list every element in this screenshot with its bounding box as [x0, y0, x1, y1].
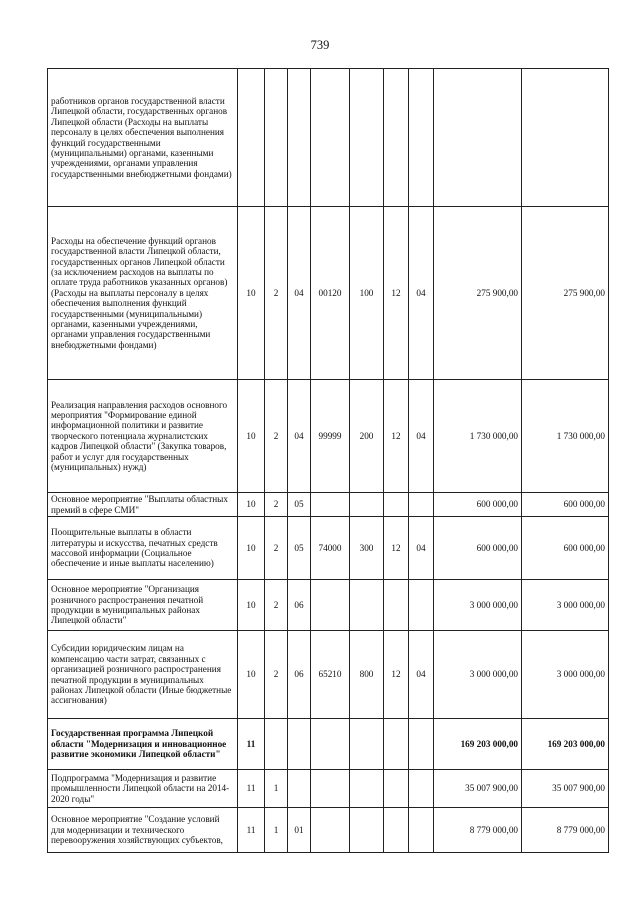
row-code-cell: 100	[350, 207, 384, 380]
row-code-cell: 06	[288, 631, 311, 719]
row-code-cell: 04	[409, 380, 434, 493]
table-row	[48, 808, 609, 853]
row-code-cell: 11	[238, 770, 265, 808]
row-name-cell: Субсидии юридическим лицам на компенсацию части затрат, связанных с организацией розничного распространения печатной продукции в муниципальных районах Липецкой области (Иные бюджетные ассигнования)	[48, 631, 238, 719]
row-code-cell: 12	[384, 380, 409, 493]
row-amount-cell: 3 000 000,00	[434, 580, 522, 631]
row-code-cell	[350, 493, 384, 517]
row-code-cell: 1	[265, 808, 288, 853]
row-code-cell: 11	[238, 719, 265, 770]
row-code-cell	[350, 719, 384, 770]
row-code-cell: 04	[288, 207, 311, 380]
row-code-cell: 10	[238, 207, 265, 380]
row-code-cell	[384, 719, 409, 770]
row-code-cell	[265, 69, 288, 207]
row-code-cell	[350, 580, 384, 631]
row-code-cell: 10	[238, 493, 265, 517]
table-row	[48, 580, 609, 631]
row-amount-cell: 8 779 000,00	[434, 808, 522, 853]
row-amount-cell: 275 900,00	[522, 207, 609, 380]
row-name-cell: Государственная программа Липецкой области "Модернизация и инновационное развитие экономики Липецкой области"	[48, 719, 238, 770]
row-code-cell	[350, 69, 384, 207]
table-row	[48, 719, 609, 770]
row-code-cell: 00120	[311, 207, 350, 380]
row-code-cell	[409, 770, 434, 808]
row-code-cell	[384, 69, 409, 207]
row-code-cell: 2	[265, 207, 288, 380]
row-code-cell: 10	[238, 517, 265, 580]
table-row	[48, 517, 609, 580]
row-name-cell: Основное мероприятие "Создание условий для модернизации и технического перевооружения хозяйствующих субъектов,	[48, 808, 238, 853]
row-code-cell	[384, 808, 409, 853]
row-code-cell	[311, 770, 350, 808]
row-code-cell: 10	[238, 580, 265, 631]
row-code-cell	[311, 493, 350, 517]
row-amount-cell: 3 000 000,00	[522, 580, 609, 631]
row-code-cell: 05	[288, 517, 311, 580]
row-code-cell	[409, 580, 434, 631]
row-code-cell: 06	[288, 580, 311, 631]
table-row	[48, 207, 609, 380]
row-code-cell	[409, 719, 434, 770]
row-amount-cell	[434, 69, 522, 207]
row-code-cell: 04	[288, 380, 311, 493]
row-name-cell: Реализация направления расходов основного мероприятия "Формирование единой информационной политики и развитие творческого потенциала журналистских кадров Липецкой области" (Закупка товаров, работ и услуг для государственных (муниципальных) нужд)	[48, 380, 238, 493]
row-code-cell: 12	[384, 631, 409, 719]
row-amount-cell: 1 730 000,00	[522, 380, 609, 493]
row-code-cell: 2	[265, 631, 288, 719]
row-code-cell	[311, 580, 350, 631]
row-amount-cell: 3 000 000,00	[434, 631, 522, 719]
row-amount-cell: 35 007 900,00	[434, 770, 522, 808]
row-code-cell: 2	[265, 380, 288, 493]
row-code-cell: 01	[288, 808, 311, 853]
row-code-cell: 65210	[311, 631, 350, 719]
row-code-cell	[288, 719, 311, 770]
row-amount-cell: 169 203 000,00	[434, 719, 522, 770]
row-code-cell: 74000	[311, 517, 350, 580]
row-amount-cell: 600 000,00	[434, 517, 522, 580]
table-row	[48, 770, 609, 808]
row-code-cell: 12	[384, 517, 409, 580]
row-amount-cell: 275 900,00	[434, 207, 522, 380]
row-code-cell: 05	[288, 493, 311, 517]
row-code-cell	[265, 719, 288, 770]
row-code-cell: 2	[265, 517, 288, 580]
row-code-cell: 10	[238, 380, 265, 493]
row-code-cell: 2	[265, 493, 288, 517]
row-name-cell: Подпрограмма "Модернизация и развитие промышленности Липецкой области на 2014-2020 годы"	[48, 770, 238, 808]
row-amount-cell: 35 007 900,00	[522, 770, 609, 808]
row-code-cell: 12	[384, 207, 409, 380]
row-code-cell: 1	[265, 770, 288, 808]
row-name-cell: Основное мероприятие "Выплаты областных премий в сфере СМИ"	[48, 493, 238, 517]
row-code-cell: 300	[350, 517, 384, 580]
table-row	[48, 631, 609, 719]
row-code-cell: 99999	[311, 380, 350, 493]
row-name-cell: Расходы на обеспечение функций органов государственной власти Липецкой области, государственных органов Липецкой области (за исключением расходов на выплаты по оплате труда работников указанных органов) (Расходы на выплаты персоналу в целях обеспечения выполнения функций государственными (муниципальными) органами, казенными учреждениями, органами управления государственными внебюджетными фондами)	[48, 207, 238, 380]
row-code-cell: 04	[409, 631, 434, 719]
row-code-cell: 04	[409, 517, 434, 580]
row-code-cell	[288, 770, 311, 808]
row-code-cell	[384, 770, 409, 808]
row-code-cell	[384, 493, 409, 517]
row-amount-cell: 1 730 000,00	[434, 380, 522, 493]
row-code-cell	[384, 580, 409, 631]
table-row	[48, 380, 609, 493]
row-code-cell	[311, 69, 350, 207]
row-code-cell: 10	[238, 631, 265, 719]
row-code-cell	[409, 808, 434, 853]
row-code-cell	[288, 69, 311, 207]
row-code-cell: 2	[265, 580, 288, 631]
row-amount-cell: 169 203 000,00	[522, 719, 609, 770]
row-code-cell: 04	[409, 207, 434, 380]
row-amount-cell	[522, 69, 609, 207]
row-code-cell	[350, 770, 384, 808]
row-amount-cell: 600 000,00	[522, 493, 609, 517]
table-row	[48, 69, 609, 207]
row-code-cell: 11	[238, 808, 265, 853]
row-amount-cell: 8 779 000,00	[522, 808, 609, 853]
page-number: 739	[310, 38, 330, 52]
row-code-cell	[350, 808, 384, 853]
row-code-cell	[311, 808, 350, 853]
row-code-cell	[238, 69, 265, 207]
row-name-cell: Основное мероприятие "Организация розничного распространения печатной продукции в муниципальных районах Липецкой области"	[48, 580, 238, 631]
row-code-cell: 200	[350, 380, 384, 493]
row-code-cell	[311, 719, 350, 770]
budget-table	[47, 68, 609, 853]
row-amount-cell: 600 000,00	[522, 517, 609, 580]
row-amount-cell: 3 000 000,00	[522, 631, 609, 719]
row-code-cell	[409, 493, 434, 517]
table-row	[48, 493, 609, 517]
row-amount-cell: 600 000,00	[434, 493, 522, 517]
row-name-cell: работников органов государственной власти Липецкой области, государственных органов Липецкой области (Расходы на выплаты персоналу в целях обеспечения выполнения функций государственными (муниципальными) органами, казенными учреждениями, органами управления государственными внебюджетными фондами)	[48, 69, 238, 207]
row-code-cell: 800	[350, 631, 384, 719]
row-name-cell: Поощрительные выплаты в области литературы и искусства, печатных средств массовой информации (Социальное обеспечение и иные выплаты населению)	[48, 517, 238, 580]
row-code-cell	[409, 69, 434, 207]
